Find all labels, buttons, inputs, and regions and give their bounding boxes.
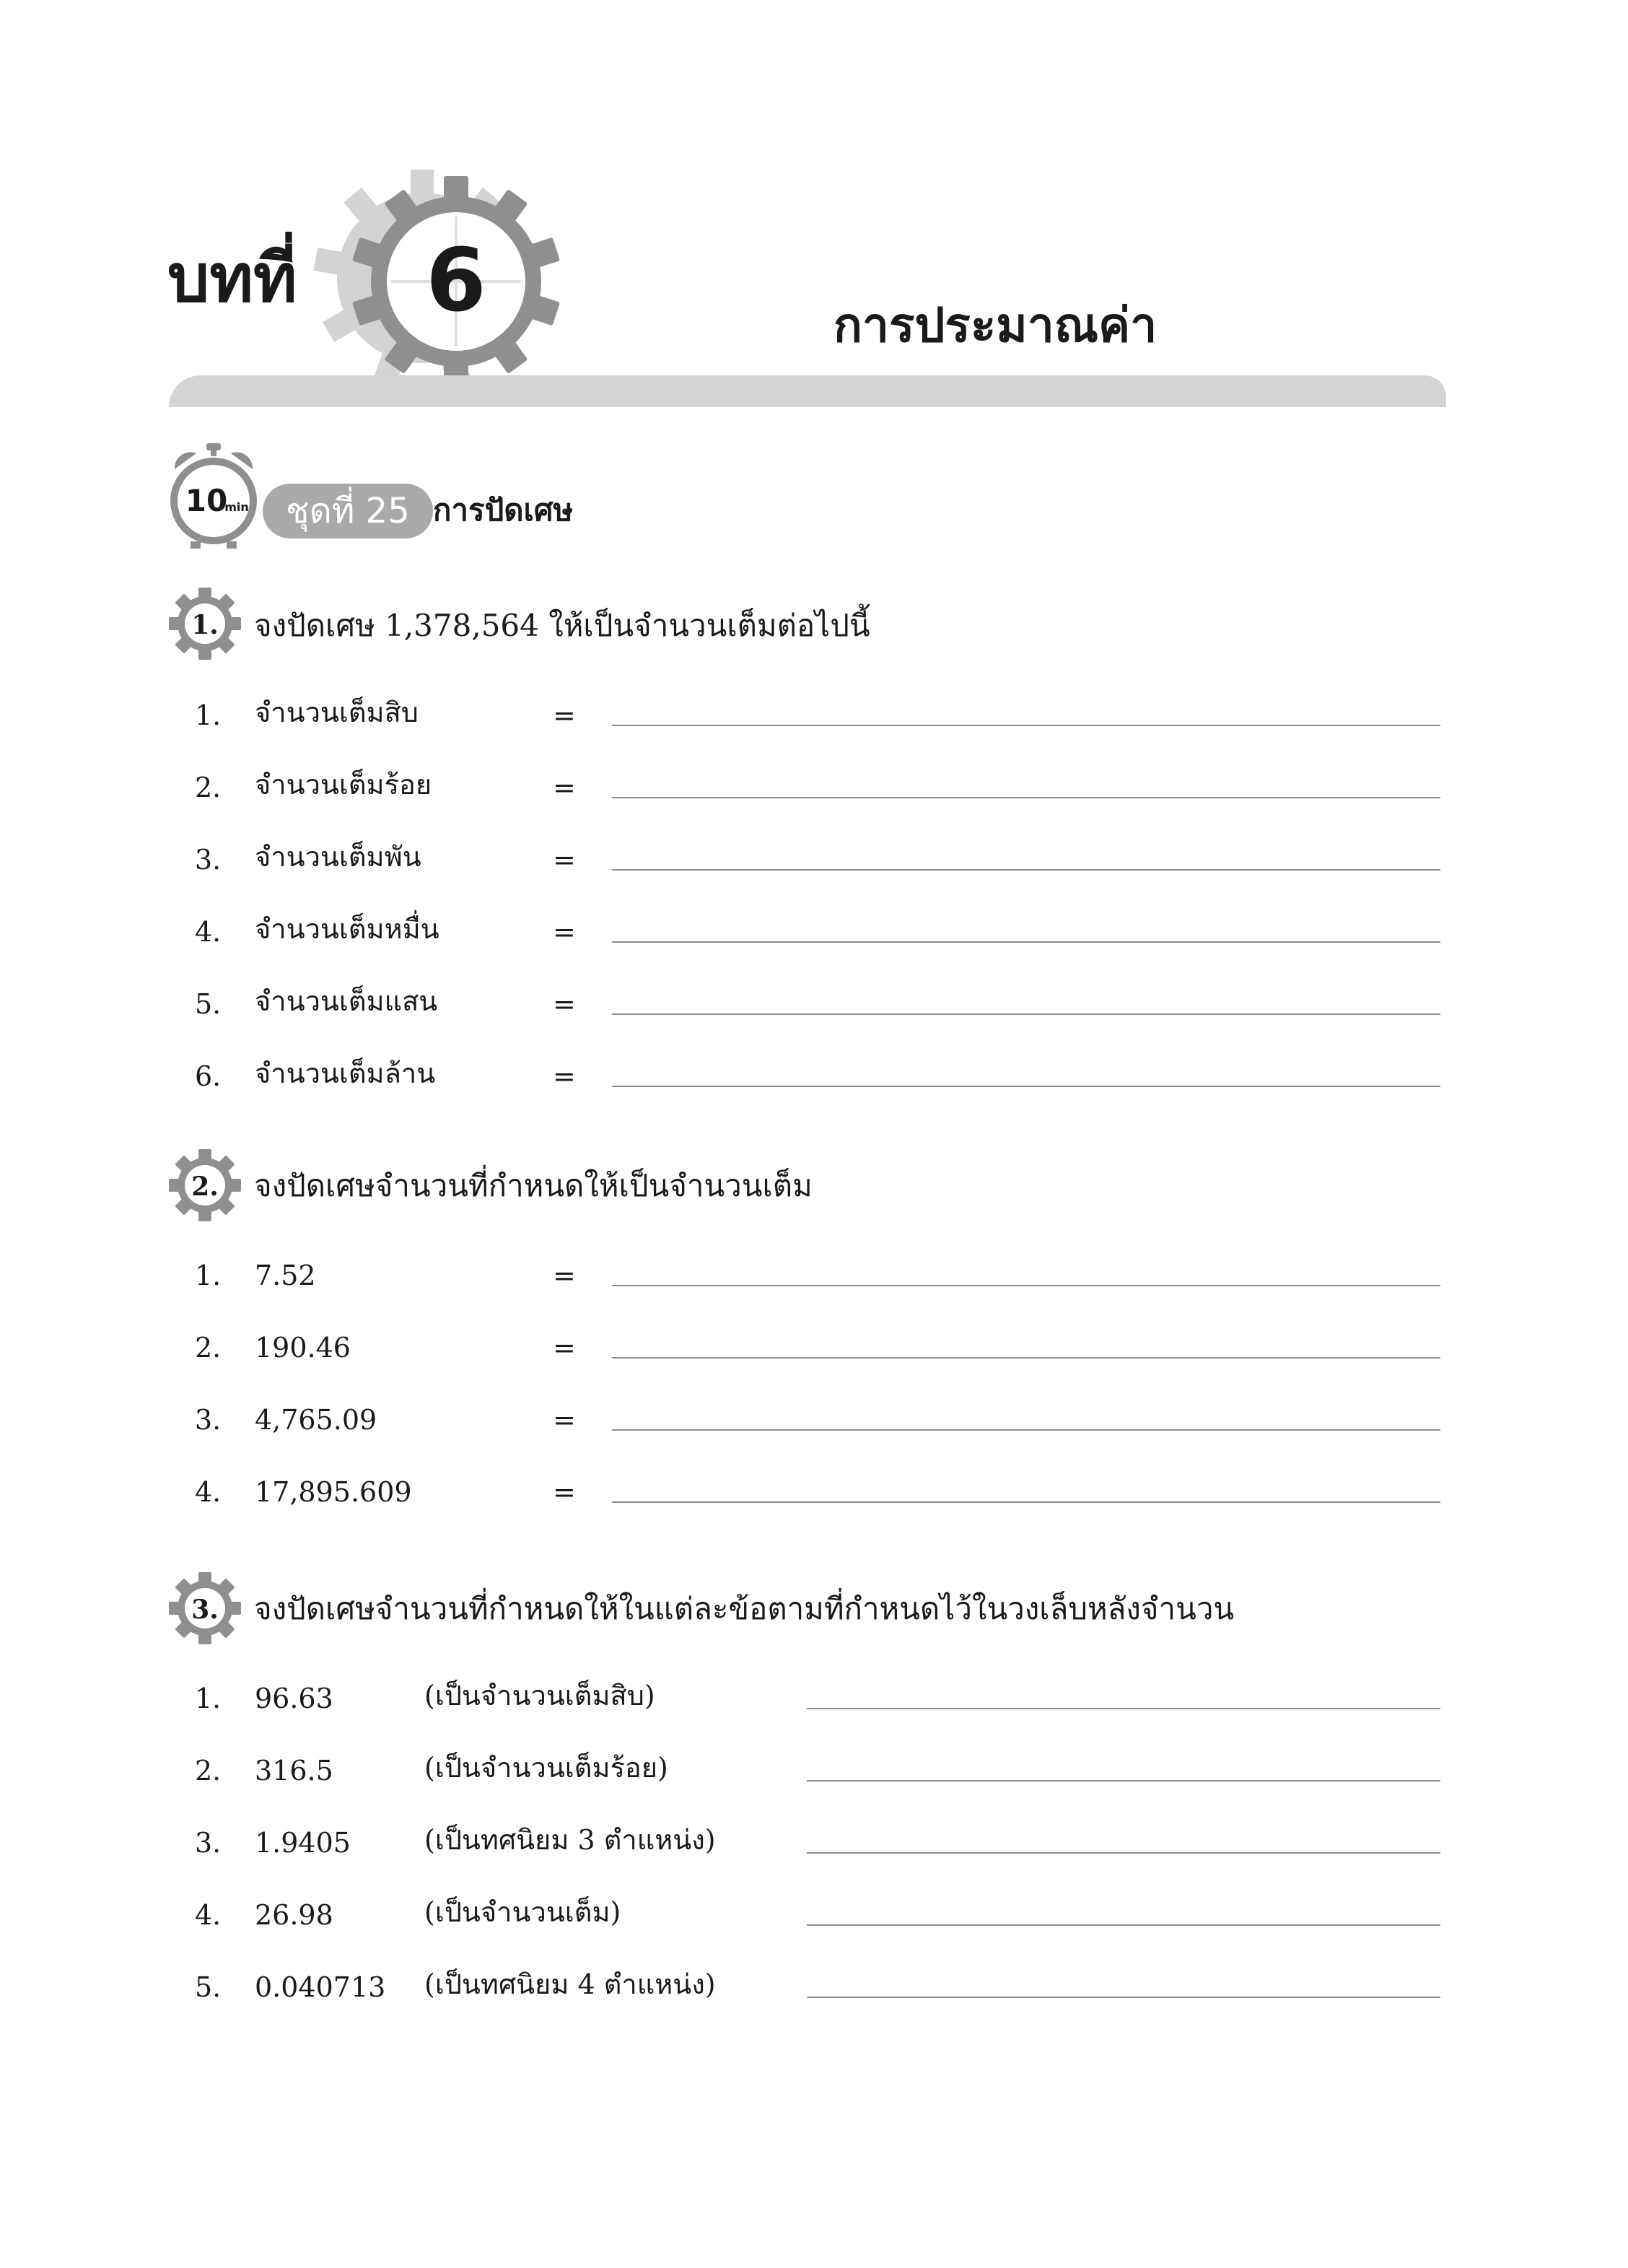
s2-item-4-answer-line[interactable] [612, 1501, 1440, 1503]
s2-item-1-number: 1. [195, 1260, 222, 1291]
s3-item-2-note: (เป็นจำนวนเต็มร้อย) [424, 1752, 668, 1784]
header-bar [169, 375, 1446, 407]
section-3-instruction: จงปัดเศษจำนวนที่กำหนดให้ในแต่ละข้อตามที่กำหนดไว้ในวงเล็บหลังจำนวน [254, 1591, 1235, 1626]
s1-item-5-answer-line[interactable] [612, 1013, 1440, 1015]
s3-item-2-number: 2. [195, 1755, 222, 1787]
s2-item-4-label: 17,895.609 [255, 1476, 412, 1508]
timer-unit: min [224, 500, 249, 514]
s2-item-2-answer-line[interactable] [612, 1357, 1440, 1358]
s1-item-2-number: 2. [195, 772, 222, 803]
s1-item-2-answer-line[interactable] [612, 797, 1440, 798]
s3-item-2-answer-line[interactable] [807, 1780, 1440, 1781]
s1-item-1-label: จำนวนเต็มสิบ [255, 697, 419, 728]
section-2-number: 2. [191, 1172, 219, 1202]
s1-item-2-label: จำนวนเต็มร้อย [255, 769, 432, 801]
chapter-gear-icon [296, 162, 570, 401]
s2-item-2-label: 190.46 [255, 1332, 351, 1364]
s1-item-3-answer-line[interactable] [612, 869, 1440, 871]
s1-item-6-label: จำนวนเต็มล้าน [255, 1057, 436, 1089]
s3-item-5-note: (เป็นทศนิยม 4 ตำแหน่ง) [424, 1968, 716, 2000]
s3-item-3-number: 3. [195, 1827, 222, 1859]
s1-item-3-label: จำนวนเต็มพัน [255, 841, 421, 873]
s1-item-2-equals: = [553, 772, 576, 803]
s3-item-5-answer-line[interactable] [807, 1997, 1440, 1998]
s1-item-4-answer-line[interactable] [612, 941, 1440, 943]
s3-item-4-answer-line[interactable] [807, 1924, 1440, 1926]
s3-item-1-answer-line[interactable] [807, 1708, 1440, 1709]
section-3-number: 3. [191, 1595, 219, 1625]
s1-item-6-answer-line[interactable] [612, 1086, 1440, 1087]
s2-item-1-answer-line[interactable] [612, 1285, 1440, 1286]
s3-item-4-number: 4. [195, 1899, 222, 1931]
timer-value: 10 [185, 483, 228, 518]
s1-item-6-equals: = [553, 1060, 576, 1092]
s2-item-2-number: 2. [195, 1332, 222, 1364]
s1-item-6-number: 6. [195, 1060, 222, 1092]
s3-item-1-note: (เป็นจำนวนเต็มสิบ) [424, 1680, 655, 1711]
section-2-instruction: จงปัดเศษจำนวนที่กำหนดให้เป็นจำนวนเต็ม [254, 1168, 813, 1203]
s3-item-3-answer-line[interactable] [807, 1852, 1440, 1854]
s2-item-2-equals: = [553, 1332, 576, 1364]
s1-item-1-number: 1. [195, 699, 222, 731]
s1-item-4-number: 4. [195, 916, 222, 948]
s3-item-5-number: 5. [195, 1971, 222, 2003]
s2-item-1-equals: = [553, 1260, 576, 1291]
s3-item-1-number: 1. [195, 1683, 222, 1714]
s1-item-5-equals: = [553, 988, 576, 1020]
s1-item-1-answer-line[interactable] [612, 725, 1440, 726]
chapter-label: บทที่ [167, 240, 297, 317]
chapter-title: การประมาณค่า [833, 297, 1157, 353]
s1-item-1-equals: = [553, 699, 576, 731]
s3-item-4-label: 26.98 [255, 1899, 333, 1931]
s2-item-3-label: 4,765.09 [255, 1404, 377, 1436]
s1-item-3-number: 3. [195, 844, 222, 876]
s2-item-1-label: 7.52 [255, 1260, 316, 1291]
s2-item-3-number: 3. [195, 1404, 222, 1436]
s3-item-2-label: 316.5 [255, 1755, 333, 1787]
section-1-number: 1. [191, 610, 219, 640]
s1-item-5-label: จำนวนเต็มแสน [255, 985, 438, 1017]
s2-item-3-answer-line[interactable] [612, 1429, 1440, 1431]
s1-item-4-equals: = [553, 916, 576, 948]
s1-item-5-number: 5. [195, 988, 222, 1020]
s2-item-4-equals: = [553, 1476, 576, 1508]
section-1-instruction: จงปัดเศษ 1,378,564 ให้เป็นจำนวนเต็มต่อไปนี้ [254, 608, 870, 643]
timer-clock-icon [167, 442, 260, 550]
s3-item-5-label: 0.040713 [255, 1971, 386, 2003]
chapter-number: 6 [426, 231, 486, 331]
s3-item-4-note: (เป็นจำนวนเต็ม) [424, 1896, 621, 1928]
s3-item-1-label: 96.63 [255, 1683, 333, 1714]
s3-item-3-note: (เป็นทศนิยม 3 ตำแหน่ง) [424, 1824, 716, 1856]
set-topic: การปัดเศษ [433, 492, 574, 528]
s1-item-3-equals: = [553, 844, 576, 876]
s3-item-3-label: 1.9405 [255, 1827, 351, 1859]
s2-item-4-number: 4. [195, 1476, 222, 1508]
s1-item-4-label: จำนวนเต็มหมื่น [255, 913, 439, 945]
set-label: ชุดที่ 25 [263, 484, 433, 538]
s2-item-3-equals: = [553, 1404, 576, 1436]
